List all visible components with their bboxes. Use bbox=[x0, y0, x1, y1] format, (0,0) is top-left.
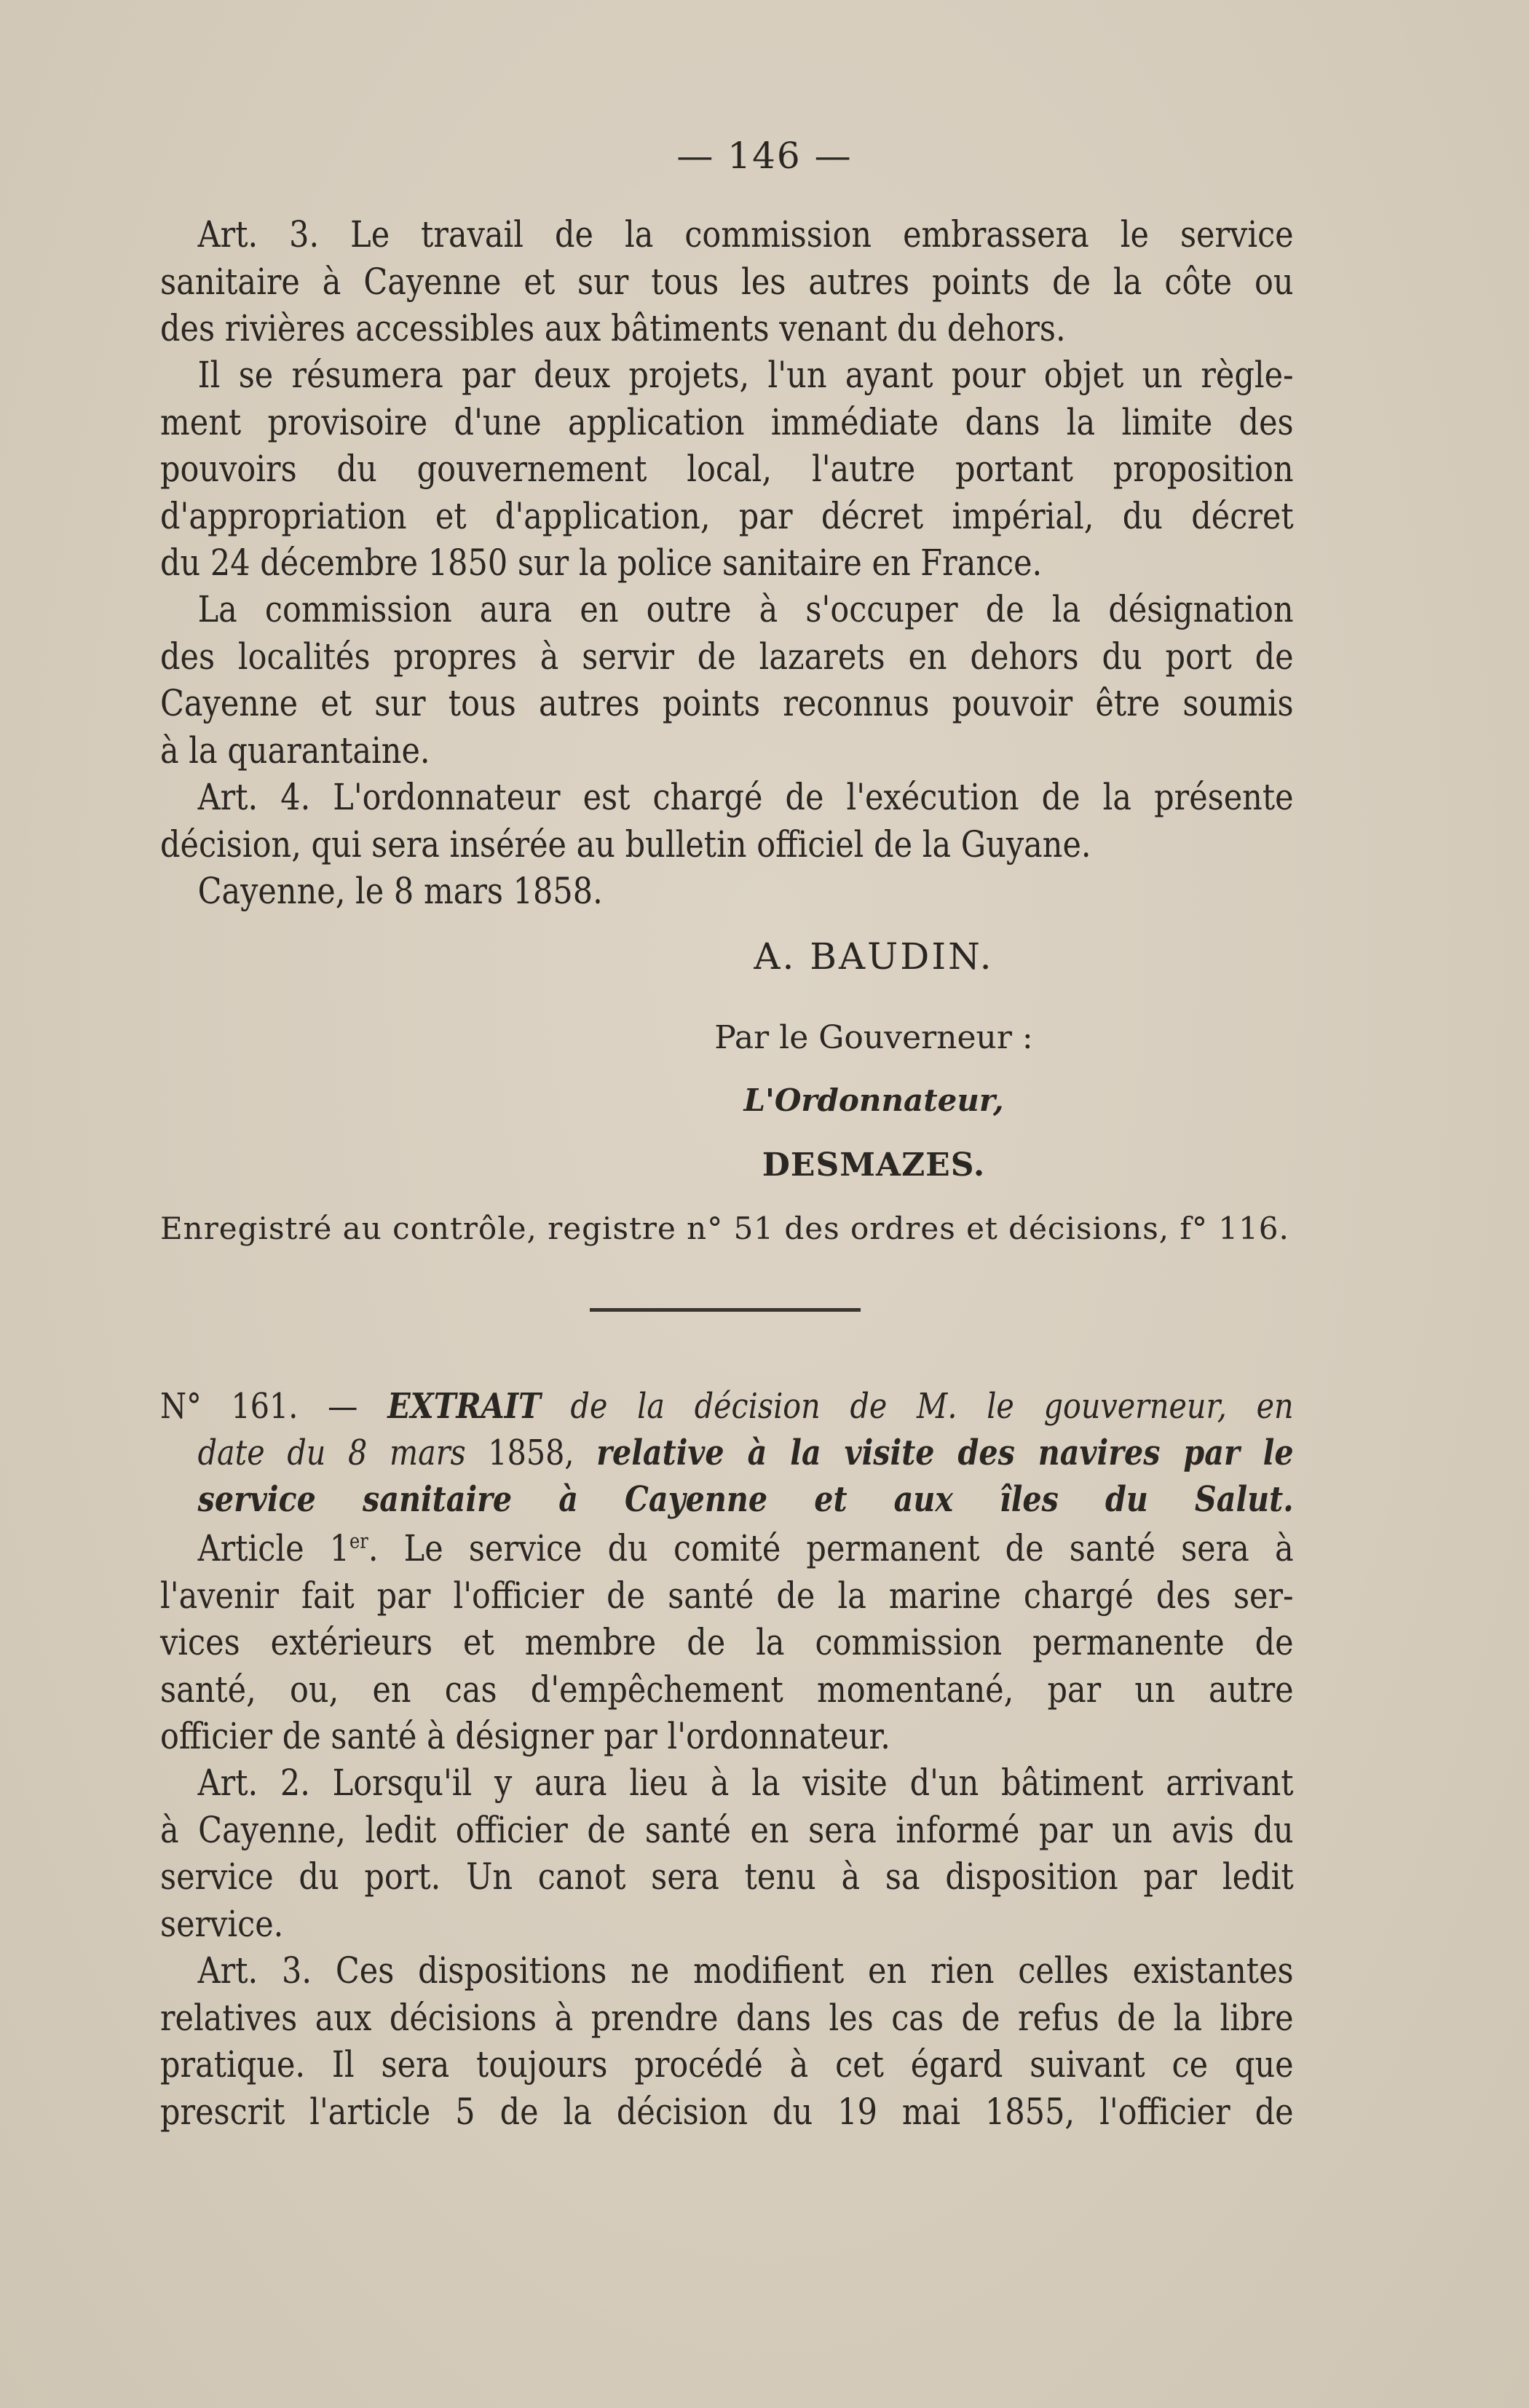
text-line: officier de santé à désigner par l'ordonnateur. bbox=[160, 1715, 890, 1757]
text-line: Art. 3. Le travail de la commission embrassera le service bbox=[197, 213, 1294, 256]
signature-desmazes: DESMAZES. bbox=[762, 1146, 986, 1184]
article-3-paragraph bbox=[160, 211, 1294, 352]
text-line: santé, ou, en cas d'empêchement momentané, par un autre bbox=[160, 1668, 1294, 1711]
decision-title-date: date du 8 bbox=[197, 1433, 368, 1473]
text-line: vices extérieurs et membre de la commission permanente de bbox=[160, 1621, 1294, 1663]
text-line: à la quarantaine. bbox=[160, 729, 430, 772]
text-line: sanitaire à Cayenne et sur tous les autres points de la côte ou bbox=[160, 260, 1294, 303]
text-line: Cayenne et sur tous autres points reconnus pouvoir être soumis bbox=[160, 682, 1294, 724]
text-line: pouvoirs du gouvernement local, l'autre portant proposition bbox=[160, 448, 1294, 490]
signature-ordonnateur: L'Ordonnateur, bbox=[743, 1082, 1004, 1118]
text-line: Art. 4. L'ordonnateur est chargé de l'exécution de la présente bbox=[197, 776, 1294, 818]
text-line: prescrit l'article 5 de la décision du 19 mai 1855, l'officier de bbox=[160, 2090, 1294, 2133]
registration-note: Enregistré au contrôle, registre n° 51 des ordres et décisions, f° 116. bbox=[160, 1211, 1289, 1246]
decision-extrait: EXTRAIT bbox=[387, 1386, 541, 1427]
text-line: Il se résumera par deux projets, l'un ayant pour objet un règle- bbox=[197, 354, 1294, 396]
text-line: l'avenir fait par l'officier de santé de la marine chargé des ser- bbox=[160, 1574, 1294, 1617]
text-line: service du port. Un canot sera tenu à sa disposition par ledit bbox=[160, 1855, 1294, 1898]
signature-baudin: A. BAUDIN. bbox=[754, 935, 994, 978]
section-divider bbox=[590, 1308, 861, 1312]
text-line: La commission aura en outre à s'occuper de la désignation bbox=[197, 588, 1294, 630]
signature-par-le-gouverneur: Par le Gouverneur : bbox=[714, 1019, 1033, 1056]
projects-paragraph bbox=[160, 352, 1294, 587]
text-line: décision, qui sera insérée au bulletin officiel de la Guyane. bbox=[160, 823, 1091, 866]
text-line: pratique. Il sera toujours procédé à cet égard suivant ce que bbox=[160, 2043, 1294, 2086]
article-1-head: Article 1 bbox=[197, 1527, 350, 1569]
date-line: Cayenne, le 8 mars 1858. bbox=[197, 870, 603, 912]
decision-title-line3: service sanitaire à Cayenne et aux îles du Salut. bbox=[197, 1479, 1294, 1520]
text-line: à Cayenne, ledit officier de santé en sera informé par un avis du bbox=[160, 1808, 1294, 1851]
text-line: Art. 3. Ces dispositions ne modifient en rien celles existantes bbox=[197, 1949, 1294, 1992]
lazarets-paragraph bbox=[160, 586, 1294, 774]
decision-title bbox=[160, 1383, 1294, 1523]
text-line: relatives aux décisions à prendre dans les cas de refus de la libre bbox=[160, 1996, 1294, 2039]
text-line: des rivières accessibles aux bâtiments venant du dehors. bbox=[160, 307, 1066, 349]
decision-title-year: 1858, bbox=[488, 1433, 574, 1473]
article-4-paragraph bbox=[160, 774, 1294, 915]
article-3b-paragraph bbox=[160, 1947, 1294, 2135]
article-1-paragraph bbox=[160, 1525, 1294, 1760]
page-number: — 146 — bbox=[676, 135, 853, 177]
article-1-sup: er bbox=[349, 1529, 368, 1553]
text-line: Art. 2. Lorsqu'il y aura lieu à la visite d'un bâtiment arrivant bbox=[197, 1762, 1294, 1804]
text-line: ment provisoire d'une application immédiate dans la limite des bbox=[160, 400, 1294, 443]
text-line: du 24 décembre 1850 sur la police sanitaire en France. bbox=[160, 542, 1043, 584]
decision-number: N° 161. — bbox=[160, 1386, 358, 1427]
text-line: service. bbox=[160, 1902, 284, 1945]
decision-title-month: mars bbox=[389, 1433, 466, 1473]
article-1-first-line: . Le service du comité permanent de santé sera à bbox=[368, 1527, 1294, 1569]
article-2-paragraph bbox=[160, 1759, 1294, 1947]
decision-title-line2: relative à la visite des navires par le bbox=[596, 1433, 1294, 1473]
text-line: d'appropriation et d'application, par décret impérial, du décret bbox=[160, 494, 1294, 537]
decision-title-line1: de la décision de M. le gouverneur, en bbox=[570, 1386, 1294, 1427]
text-line: des localités propres à servir de lazarets en dehors du port de bbox=[160, 635, 1294, 678]
